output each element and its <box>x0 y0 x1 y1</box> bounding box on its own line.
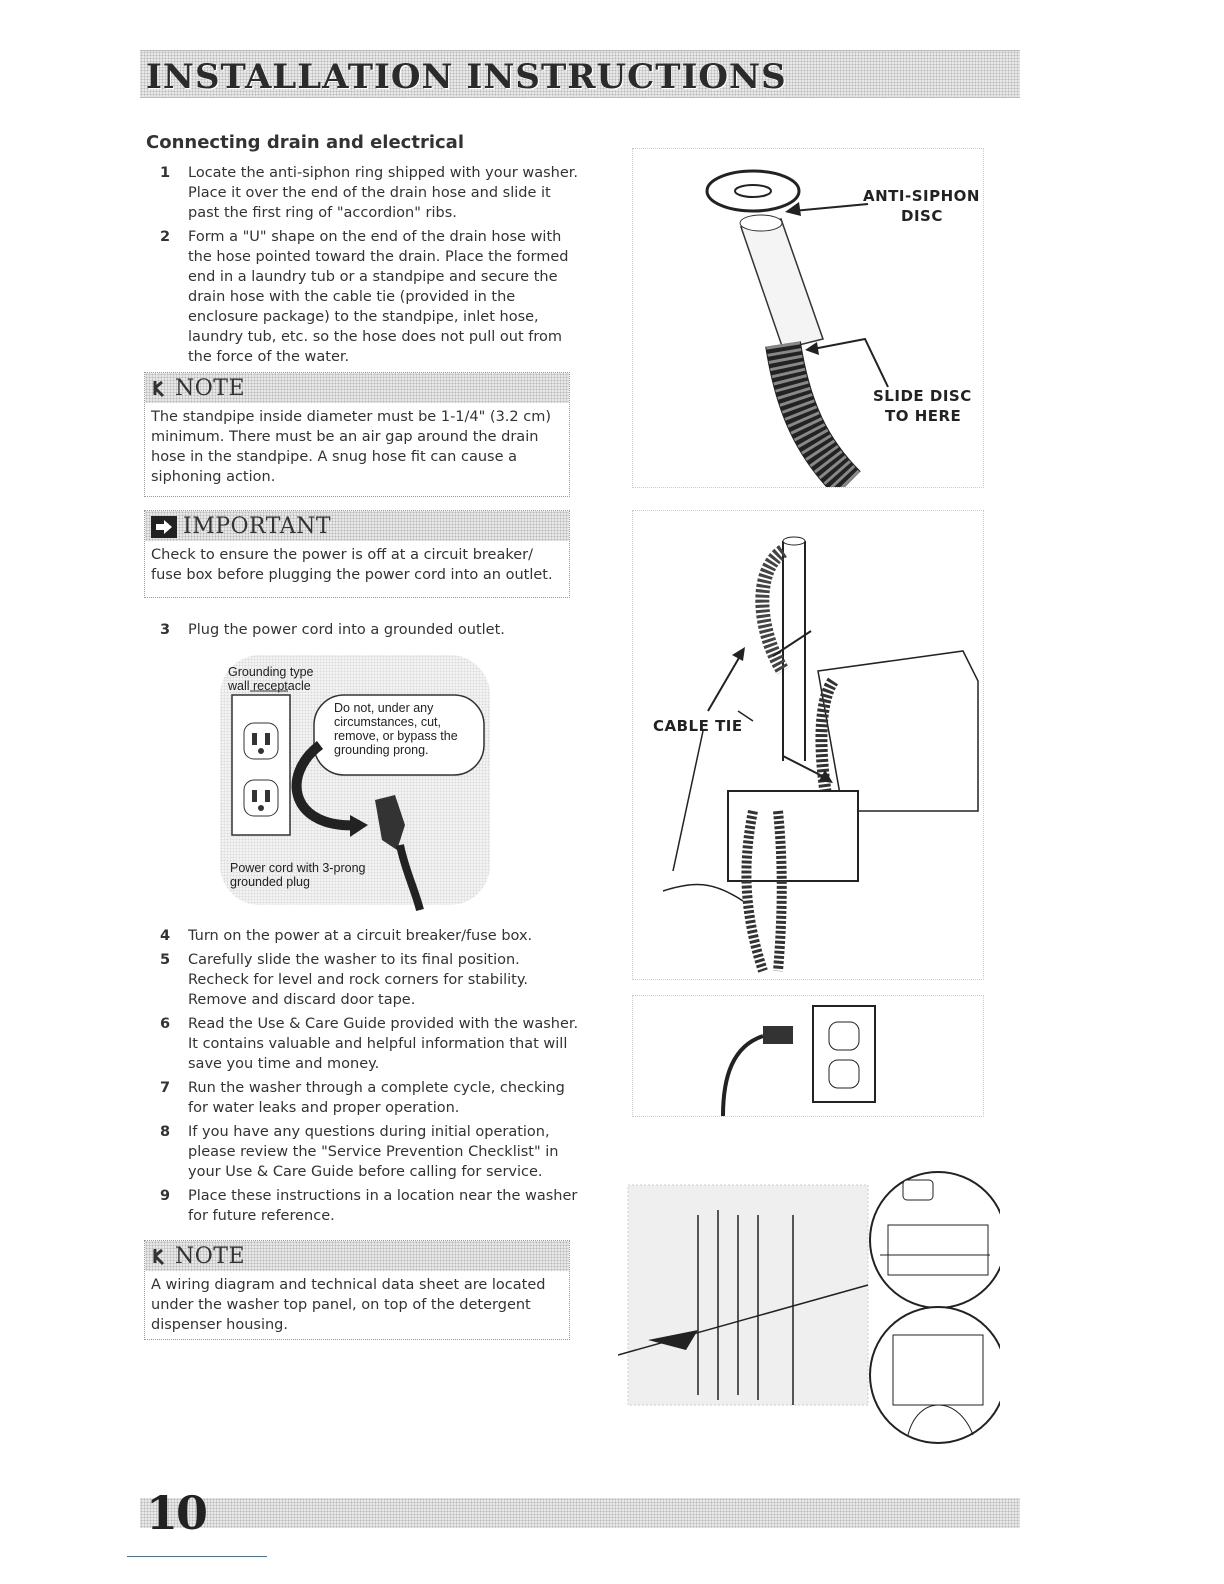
note-label: NOTE <box>175 376 246 401</box>
step-text: If you have any questions during initial operation, please review the "Service Prevention Checklist" in your Use & Care Guide before calling for service. <box>188 1124 559 1180</box>
note-text: A wiring diagram and technical data sheet are located under the washer top panel, on top of the detergent dispenser housing. <box>151 1277 546 1333</box>
drain-hose <box>762 551 783 671</box>
standpipe <box>783 541 805 761</box>
step-number: 4 <box>160 928 171 944</box>
arrow-right-icon <box>151 516 177 538</box>
step-number: 8 <box>160 1124 171 1140</box>
page-header-banner <box>140 50 1020 98</box>
anti-siphon-label: ANTI-SIPHON <box>863 187 980 205</box>
bottom-rule <box>127 1556 267 1557</box>
important-header <box>145 511 569 541</box>
step-number: 2 <box>160 229 171 245</box>
steps-list-1 <box>160 163 580 371</box>
note-icon <box>151 379 169 399</box>
step-text: Turn on the power at a circuit breaker/fuse box. <box>188 928 533 944</box>
plug-icon <box>375 795 405 850</box>
note-text: The standpipe inside diameter must be 1-1/4" (3.2 cm) minimum. There must be an air gap around the drain hose in the standpipe. A snug hose fit can cause a siphoning action. <box>151 409 551 485</box>
detail-circle-top <box>870 1172 1000 1308</box>
step-number: 1 <box>160 165 171 181</box>
step-text: Carefully slide the washer to its final position. Recheck for level and rock corners for stability. Remove and discard door tape. <box>188 952 528 1008</box>
list-item <box>160 926 580 946</box>
list-item <box>160 620 580 640</box>
washer-level-figure <box>618 1165 1000 1450</box>
washer-body <box>818 651 978 811</box>
standpipe-illustration <box>633 511 983 979</box>
outlet-figure <box>210 655 500 915</box>
step-number: 6 <box>160 1016 171 1032</box>
step-number: 9 <box>160 1188 171 1204</box>
power-cord <box>723 1036 763 1116</box>
plug-label: Power cord with 3-prong grounded plug <box>230 861 366 889</box>
step-number: 7 <box>160 1080 171 1096</box>
plug-icon <box>763 1026 793 1044</box>
to-here-label: TO HERE <box>885 407 962 425</box>
slide-disc-label: SLIDE DISC <box>873 387 972 405</box>
page-number: 10 <box>146 1486 207 1540</box>
important-box <box>144 510 570 598</box>
step-text: Form a "U" shape on the end of the drain hose with the hose pointed toward the drain. Place the formed end in a laundry tub or a standpipe and secure the drain hose with the cable tie (provided in the enclosure package) to the standpipe, inlet hose, laundry tub, etc. so the hose does not pull out from the force of the water. <box>188 229 569 365</box>
list-item <box>160 163 580 223</box>
anti-siphon-figure <box>632 148 984 488</box>
outlet-socket-icon <box>829 1022 859 1050</box>
step-text: Plug the power cord into a grounded outlet. <box>188 622 505 638</box>
note-icon <box>151 1247 169 1267</box>
drain-hose <box>741 219 823 349</box>
disc-label: DISC <box>901 207 943 225</box>
grounding-warning: Do not, under any circumstances, cut, remove, or bypass the grounding prong. <box>334 701 458 757</box>
list-item <box>160 1014 580 1074</box>
step-number: 5 <box>160 952 171 968</box>
list-item <box>160 1186 580 1226</box>
cable-tie-label: CABLE TIE <box>653 717 743 735</box>
step-text: Locate the anti-siphon ring shipped with your washer. Place it over the end of the drain hose and slide it past the first ring of "accordion" ribs. <box>188 165 578 221</box>
power-cord <box>400 845 420 910</box>
list-item <box>160 1078 580 1118</box>
plug-outlet-figure <box>632 995 984 1117</box>
steps-list-3 <box>160 926 580 1230</box>
list-item <box>160 227 580 367</box>
note-header <box>145 1241 569 1271</box>
note-box <box>144 1240 570 1340</box>
list-item <box>160 1122 580 1182</box>
washer-level-illustration <box>618 1165 1000 1450</box>
step-text: Read the Use & Care Guide provided with the washer. It contains valuable and helpful information that will save you time and money. <box>188 1016 579 1072</box>
note-label: NOTE <box>175 1244 246 1269</box>
important-text: Check to ensure the power is off at a circuit breaker/ fuse box before plugging the power cord into an outlet. <box>151 547 553 583</box>
list-item <box>160 950 580 1010</box>
receptacle-label: Grounding type wall receptacle <box>228 665 314 693</box>
step-text: Run the washer through a complete cycle, checking for water leaks and proper operation. <box>188 1080 565 1116</box>
plug-outlet-illustration <box>633 996 983 1116</box>
note-box <box>144 372 570 497</box>
page-title: INSTALLATION INSTRUCTIONS <box>146 57 787 97</box>
footer-bar <box>140 1498 1020 1528</box>
note-header <box>145 373 569 403</box>
steps-list-2 <box>160 620 580 640</box>
step-text: Place these instructions in a location near the washer for future reference. <box>188 1188 578 1224</box>
step-number: 3 <box>160 622 171 638</box>
cable-tie-figure <box>632 510 984 980</box>
section-title: Connecting drain and electrical <box>146 132 464 153</box>
important-label: IMPORTANT <box>183 514 332 539</box>
outlet-socket-icon <box>829 1060 859 1088</box>
